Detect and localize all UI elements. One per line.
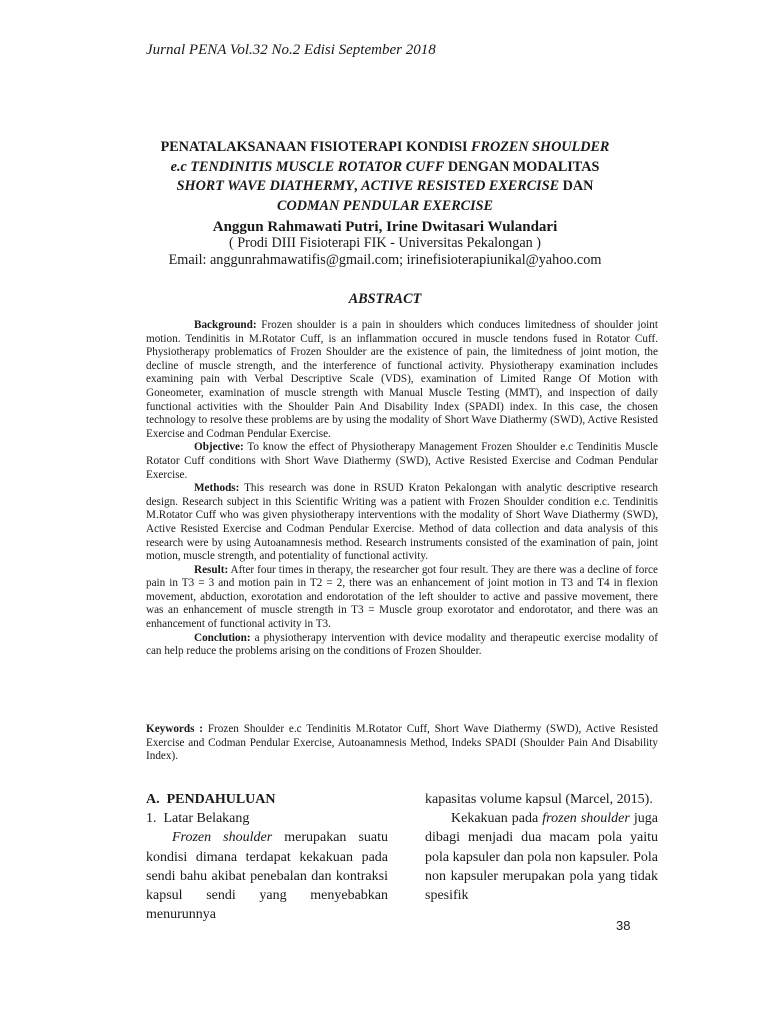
body-column-right [425,790,658,905]
title-italic: ACTIVE RESISTED EXERCISE [361,178,560,194]
affiliation: ( Prodi DIII Fisioterapi FIK - Universitas Pekalongan ) [228,235,542,251]
paragraph-text: merupakan suatu kondisi dimana terdapat kekakuan pada sendi bahu akibat penebalan dan kontraksi kapsul sendi yang menyebabkan menurunnya [146,830,388,923]
title-italic: e.c TENDINITIS MUSCLE ROTATOR CUFF [170,158,445,175]
paragraph-text: Kekakuan pada [451,811,543,827]
paragraph-text: juga dibagi menjadi dua macam pola yaitu pola kapsuler dan pola non kapsuler. Pola non kapsuler merupakan pola yang tidak spesifik [425,811,659,904]
italic-term: frozen shoulder [542,811,630,827]
title-text: , [354,178,362,194]
label: Result: [194,563,229,576]
body-paragraph: kapasitas volume kapsul (Marcel, 2015). [425,792,653,807]
label: Methods: [194,482,240,495]
abstract-objective [146,441,658,482]
label: Objective: [194,441,244,454]
abstract-methods [146,482,658,564]
title-italic: SHORT WAVE DIATHERMY [176,178,355,194]
subsection-heading: 1. Latar Belakang [146,811,250,827]
paragraph-text: To know the effect of Physiotherapy Management Frozen Shoulder e.c Tendinitis Muscle Rotator Cuff conditions with Short Wave Diathermy (SWD), Active Resisted Exercise and Codman Pendular Exercise. [146,441,658,481]
title-italic: CODMAN PENDULAR EXERCISE [276,197,494,214]
article-title [120,138,650,216]
italic-term: Frozen shoulder [172,830,273,846]
paragraph-text: After four times in therapy, the researcher got four result. They are there was a decline of force pain in T3 = 3 and motion pain in T2 = 2, there was an enhancement of joint motion in T3 and T4 in flexion movement, abduction, exorotation and endorotation of the left shoulder to active and passive movement, there was an enhancement of muscle strength in T3 = Muscle group exorotator and endorotator, and there was an enhancement of functional activity in T3. [146,563,658,631]
keywords-text: Frozen Shoulder e.c Tendinitis M.Rotator Cuff, Short Wave Diathermy (SWD), Active Resisted Exercise and Codman Pendular Exercise, Autoanamnesis Method, Indeks SPADI (Shoulder Pain And Disability Index). [146,723,658,763]
abstract-background [146,319,658,441]
title-text: PENATALAKSANAAN FISIOTERAPI KONDISI [160,139,472,155]
page-number: 38 [616,918,631,933]
title-text: DAN [559,178,594,194]
paragraph-text: a physiotherapy intervention with device modality and therapeutic exercise modality of can help reduce the problems arising on the conditions of Frozen Shoulder. [146,631,658,658]
abstract-heading: ABSTRACT [348,291,422,307]
body-paragraph [425,809,658,905]
paragraph-text: This research was done in RSUD Kraton Pekalongan with analytic descriptive research design. Research subject in this Scientific Writing was a patient with Frozen Shoulder condition e.c. Tendinitis M.Rotator Cuff who was given physiotherapy interventions with the modality of Short Wave Diathermy (SWD), Active Resisted Exercise and Codman Pendular Exercise. Method of data collection and data analysis of this research were by using Autoanamnesis method. Research instruments consisted of the examination of pain, joint motion, muscle strength, and potentiality of functional activity. [146,482,658,563]
author-email: Email: anggunrahmawatifis@gmail.com; irinefisioterapiunikal@yahoo.com [168,252,602,268]
abstract-result [146,564,658,632]
title-italic: FROZEN SHOULDER [471,139,610,155]
section-heading: A. PENDAHULUAN [146,792,276,807]
paragraph-text: Frozen shoulder is a pain in shoulders which conduces limitedness of shoulder joint motion. Tendinitis in M.Rotator Cuff, is an inflammation occured in muscle tendons fused in Rotator Cuff. Physiotherapy problematics of Frozen Shoulder are the existence of pain, the limitedness of joint motion, the decline of muscle strength, and the interference of functional activity. Physiotherapy examination includes examining pain with Verbal Descriptive Scale (VDS), examination of Limited Range Of Motion with Goneometer, examination of muscle strength with Manual Muscle Testing (MMT), and inspection of daily functional activities with the Shoulder Pain And Disability Index (SPADI) index. In this case, the chosen technology to resolve these problems are by using the modality of Short Wave Diathermy (SWD), Active Resisted Exercise and Codman Pendular Exercise. [146,319,658,440]
label: Conclution: [194,631,251,644]
journal-header: Jurnal PENA Vol.32 No.2 Edisi September 2018 [146,42,436,58]
abstract-body [146,319,658,659]
label: Background: [194,319,257,331]
abstract-conclusion [146,632,658,659]
body-column-left [146,790,388,924]
title-text: DENGAN MODALITAS [444,158,600,175]
keywords-label: Keywords : [146,723,204,735]
keywords [146,723,658,764]
body-paragraph [146,828,388,924]
author-list: Anggun Rahmawati Putri, Irine Dwitasari Wulandari [212,219,558,235]
